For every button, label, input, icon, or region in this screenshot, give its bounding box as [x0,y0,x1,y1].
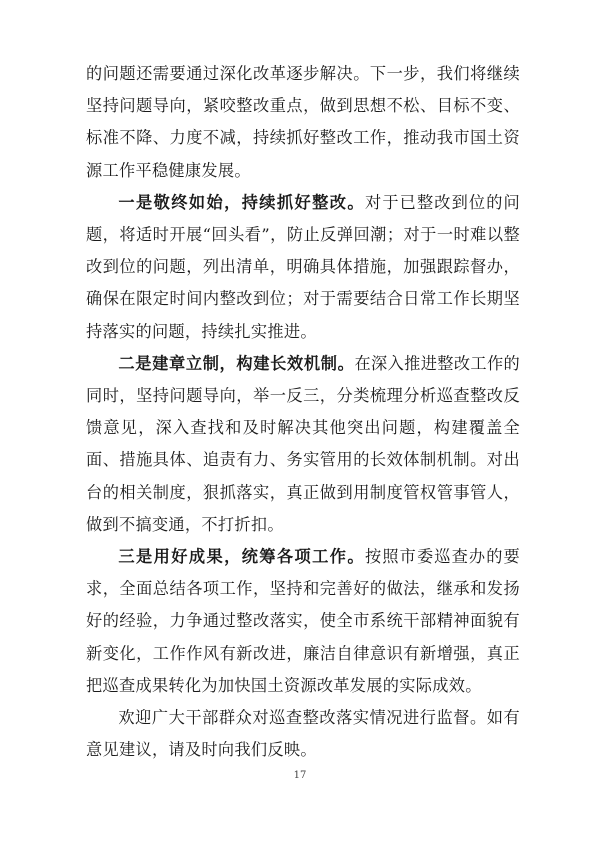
paragraph-lead: 一是敬终如始，持续抓好整改。 [118,192,365,212]
paragraph-text: 按照市委巡查办的要求，全面总结各项工作，坚持和完善好的做法，继承和发扬好的经验，力争通过整改落实，使全市系统干部精神面貌有新变化，工作作风有新改进，廉洁自律意识有新增强，真正把巡查成果转化为加快国土资源改革发展的实际成效。 [86,547,521,695]
paragraph-text: 的问题还需要通过深化改革逐步解决。下一步，我们将继续坚持问题导向，紧咬整改重点，做到思想不松、目标不变、标准不降、力度不减，持续抓好整改工作，推动我市国土资源工作平稳健康发展。 [86,64,520,180]
closing-paragraph: 欢迎广大干部群众对巡查整改落实情况进行监督。如有意见建议，请及时向我们反映。 [86,708,520,760]
paragraph-lead: 三是用好成果，统筹各项工作。 [118,547,365,567]
body-text [86,58,520,702]
page-number: 17 [293,770,307,781]
paragraph-intro [86,58,520,187]
paragraph-point-two [86,348,520,541]
paragraph-point-one [86,187,520,348]
paragraph-text: 在深入推进整改工作的同时，坚持问题导向，举一反三，分类梳理分析巡查整改反馈意见，深入查找和及时解决其他突出问题，构建覆盖全面、措施具体、追责有力、务实管用的长效体制机制。对出台的相关制度，狠抓落实，真正做到用制度管权管事管人，做到不搞变通，不打折扣。 [86,353,520,534]
paragraph-point-three [86,541,520,702]
paragraph-lead: 二是建章立制，构建长效机制。 [118,353,355,373]
paragraph-text: 对于已整改到位的问题，将适时开展“回头看”，防止反弹回潮；对于一时难以整改到位的问题，列出清单，明确具体措施，加强跟踪督办，确保在限定时间内整改到位；对于需要结合日常工作长期坚持落实的问题，持续扎实推进。 [86,192,521,341]
